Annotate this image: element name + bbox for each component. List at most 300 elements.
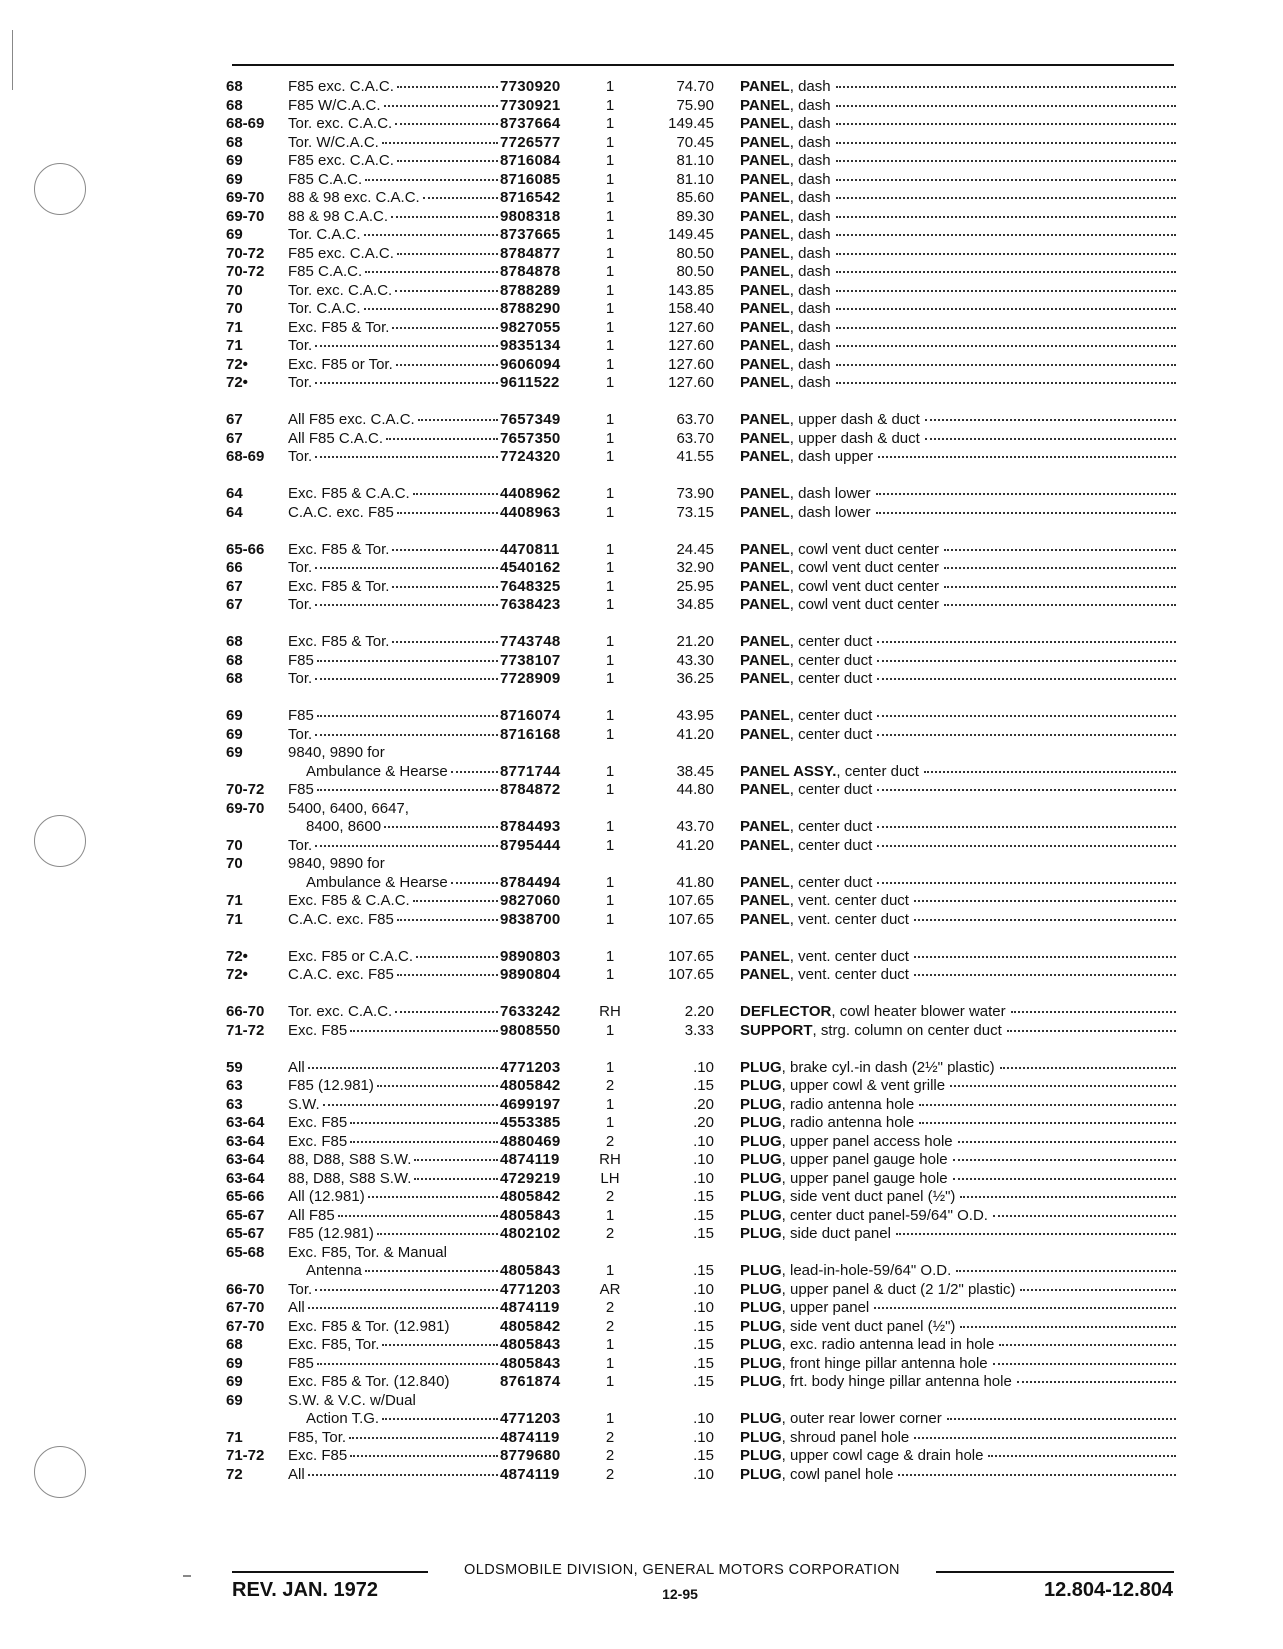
year-cell: 69-70 (226, 189, 265, 206)
model-cell (288, 559, 498, 578)
year-cell: 66-70 (226, 1280, 265, 1298)
description-name: PANEL (740, 411, 790, 428)
part-number-cell: 4729219 (500, 1169, 561, 1187)
model-text: C.A.C. exc. F85 (288, 503, 394, 521)
dot-leader (413, 493, 498, 495)
quantity-cell: AR (599, 1280, 621, 1298)
model-text: Tor. C.A.C. (288, 226, 361, 243)
model-cell (288, 1225, 498, 1244)
model-cell (288, 818, 498, 837)
model-text: Exc. F85 or Tor. (288, 355, 393, 373)
dot-leader (836, 142, 1176, 144)
part-number-cell: 4874119 (500, 1465, 560, 1483)
dot-leader (958, 1141, 1176, 1143)
table-row (0, 1447, 1283, 1466)
description-cell (740, 1188, 1176, 1207)
description-detail: , frt. body hinge pillar antenna hole (781, 1373, 1012, 1390)
description-name: PANEL (740, 115, 790, 132)
dot-leader (350, 1030, 498, 1032)
table-row (0, 504, 1283, 523)
description-cell (740, 337, 1176, 356)
model-text: Tor. (288, 1280, 313, 1298)
dot-leader (414, 1159, 498, 1161)
table-row (0, 781, 1283, 800)
description-detail: , vent. center duct (789, 892, 909, 909)
description-cell (740, 633, 1176, 652)
description-name: PANEL (740, 725, 790, 743)
quantity-cell: RH (599, 1151, 621, 1168)
model-cell (288, 1114, 498, 1133)
dot-leader (315, 734, 498, 736)
year-cell: 68 (226, 1336, 243, 1353)
model-cell (288, 374, 498, 393)
table-row (0, 300, 1283, 319)
quantity-cell: 1 (605, 1095, 615, 1113)
price-cell: 43.70 (676, 818, 714, 835)
price-cell: .15 (693, 1077, 714, 1094)
dot-leader (877, 641, 1176, 643)
description-name: PANEL (740, 429, 790, 447)
table-row (0, 948, 1283, 967)
year-cell: 68 (226, 96, 243, 114)
model-cell (288, 726, 498, 745)
description-name: PLUG (740, 1280, 782, 1298)
description-cell (740, 356, 1176, 375)
description-detail: , side vent duct panel (½") (781, 1317, 956, 1335)
description-detail: , radio antenna hole (781, 1095, 915, 1113)
price-cell: .10 (693, 1151, 714, 1168)
dot-leader (836, 105, 1176, 107)
model-text: 88, D88, S88 S.W. (288, 1169, 412, 1187)
model-cell (288, 337, 498, 356)
year-cell: 70-72 (226, 263, 265, 280)
dot-leader (364, 234, 498, 236)
part-number-cell: 8788290 (500, 300, 561, 317)
quantity-cell: 1 (605, 448, 615, 465)
model-cell (288, 837, 498, 856)
dot-leader (392, 327, 498, 329)
model-text: Tor. (288, 448, 313, 465)
dot-leader (414, 1178, 498, 1180)
model-text: C.A.C. exc. F85 (288, 966, 394, 983)
quantity-cell: 1 (605, 818, 615, 835)
price-cell: 107.65 (668, 966, 714, 983)
model-cell (288, 152, 498, 171)
year-cell: 69 (226, 744, 243, 761)
description-name: PLUG (740, 1077, 782, 1094)
description-name: PANEL (740, 559, 790, 576)
dot-leader (315, 456, 498, 458)
year-cell: 59 (226, 1058, 243, 1076)
dot-leader (876, 512, 1176, 514)
part-number-cell: 7743748 (500, 633, 561, 650)
dot-leader (877, 734, 1176, 736)
description-detail: , dash (789, 263, 831, 280)
year-cell: 69 (226, 707, 243, 724)
dot-leader (365, 271, 498, 273)
part-number-cell: 9827060 (500, 892, 561, 909)
table-row (0, 596, 1283, 615)
description-detail: , front hinge pillar antenna hole (781, 1354, 988, 1372)
description-detail: , dash (789, 318, 831, 336)
table-row (0, 337, 1283, 356)
dot-leader (836, 216, 1176, 218)
quantity-cell: 1 (605, 1410, 615, 1427)
model-cell (288, 189, 498, 208)
dot-leader (397, 512, 498, 514)
price-cell: 143.85 (668, 281, 714, 299)
year-cell: 63 (226, 1095, 243, 1113)
model-text: Exc. F85, Tor. (288, 1336, 380, 1353)
year-cell: 65-66 (226, 1188, 265, 1205)
description-detail: , dash (789, 152, 831, 169)
price-cell: 127.60 (668, 374, 714, 391)
model-cell (288, 652, 498, 671)
dot-leader (364, 308, 498, 310)
table-row (0, 559, 1283, 578)
dot-leader (1017, 1381, 1176, 1383)
description-name: PANEL (740, 651, 790, 669)
model-text: Tor. (288, 559, 313, 576)
dot-leader (914, 974, 1176, 976)
description-cell (740, 781, 1176, 800)
part-number-cell: 4771203 (500, 1410, 561, 1427)
dot-leader (308, 1307, 498, 1309)
description-detail: , upper panel access hole (781, 1132, 953, 1150)
description-cell (740, 485, 1176, 504)
quantity-cell: 1 (605, 170, 615, 188)
dot-leader (451, 882, 498, 884)
dot-leader (944, 549, 1176, 551)
table-row (0, 430, 1283, 449)
description-name: PANEL (740, 707, 790, 724)
dot-leader (836, 123, 1176, 125)
description-name: PLUG (740, 1447, 782, 1464)
quantity-cell: 2 (605, 1428, 615, 1446)
dot-leader (350, 1455, 498, 1457)
model-cell (288, 1003, 498, 1022)
description-cell (740, 1133, 1176, 1152)
year-cell: 70-72 (226, 781, 265, 798)
dot-leader (836, 290, 1176, 292)
part-number-cell: 7738107 (500, 651, 561, 669)
price-cell: 44.80 (676, 781, 714, 798)
model-text: 88 & 98 exc. C.A.C. (288, 189, 420, 206)
model-cell (288, 1410, 498, 1429)
year-cell: 65-67 (226, 1225, 265, 1242)
dot-leader (365, 1270, 498, 1272)
quantity-cell: 1 (605, 670, 615, 687)
quantity-cell: 1 (605, 226, 615, 243)
description-detail: , cowl vent duct center (789, 540, 939, 558)
model-cell (288, 781, 498, 800)
quantity-cell: 2 (605, 1077, 615, 1094)
part-number-cell: 7730921 (500, 96, 561, 114)
description-detail: , center duct (789, 633, 873, 650)
dot-leader (877, 789, 1176, 791)
description-detail: , center duct (789, 651, 873, 669)
year-cell: 64 (226, 485, 243, 502)
description-cell (740, 541, 1176, 560)
dot-leader (384, 826, 498, 828)
part-number-cell: 9808318 (500, 207, 561, 225)
quantity-cell: 1 (605, 1114, 615, 1131)
model-text: 88, D88, S88 S.W. (288, 1151, 412, 1168)
part-number-cell: 4699197 (500, 1095, 561, 1113)
price-cell: 81.10 (676, 152, 714, 169)
model-text: All (288, 1299, 305, 1316)
description-name: PANEL (740, 244, 790, 262)
description-name: PANEL ASSY. (740, 762, 837, 780)
dot-leader (365, 179, 498, 181)
dot-leader (896, 1233, 1176, 1235)
table-row (0, 1318, 1283, 1337)
description-name: PANEL (740, 152, 790, 169)
quantity-cell: 1 (605, 559, 615, 576)
table-row (0, 78, 1283, 97)
year-cell: 68 (226, 78, 243, 95)
description-name: PLUG (740, 1058, 782, 1076)
table-row (0, 1170, 1283, 1189)
price-cell: 41.20 (676, 725, 714, 743)
description-cell (740, 1096, 1176, 1115)
description-cell (740, 1003, 1176, 1022)
quantity-cell: 1 (605, 1354, 615, 1372)
price-cell: 89.30 (676, 207, 714, 225)
model-text: Exc. F85 (288, 1132, 348, 1150)
description-detail: , dash (789, 374, 831, 391)
dot-leader (877, 660, 1176, 662)
table-row (0, 356, 1283, 375)
description-name: PANEL (740, 337, 790, 354)
year-cell: 67-70 (226, 1299, 265, 1316)
quantity-cell: 1 (605, 244, 615, 262)
model-text: Tor. exc. C.A.C. (288, 281, 393, 299)
model-text: F85 (288, 651, 314, 669)
dot-leader (317, 660, 498, 662)
description-detail: , vent. center duct (789, 910, 909, 928)
part-number-cell: 4805843 (500, 1336, 561, 1353)
dot-leader (317, 789, 498, 791)
row-spacer (0, 467, 1283, 486)
part-number-cell: 7638423 (500, 596, 561, 613)
part-number-cell: 8716074 (500, 707, 561, 724)
price-cell: 63.70 (676, 411, 714, 428)
description-name: PANEL (740, 670, 790, 687)
price-cell: 63.70 (676, 429, 714, 447)
model-cell (288, 319, 498, 338)
model-cell (288, 1096, 498, 1115)
price-cell: 149.45 (668, 226, 714, 243)
model-text: All F85 exc. C.A.C. (288, 411, 415, 428)
table-row (0, 1059, 1283, 1078)
description-detail: , center duct panel-59/64" O.D. (781, 1206, 988, 1224)
description-name: PANEL (740, 781, 790, 798)
table-row (0, 707, 1283, 726)
price-cell: 149.45 (668, 115, 714, 132)
part-number-cell: 4805843 (500, 1262, 561, 1279)
year-cell: 66-70 (226, 1003, 265, 1020)
description-cell (740, 1373, 1176, 1392)
model-cell (288, 245, 498, 264)
quantity-cell: 2 (605, 1299, 615, 1316)
dot-leader (947, 1418, 1176, 1420)
table-row (0, 855, 1283, 874)
description-cell (740, 1299, 1176, 1318)
model-text: Exc. F85 & C.A.C. (288, 485, 410, 502)
year-cell: 63 (226, 1077, 243, 1094)
model-cell (288, 504, 498, 523)
model-cell (288, 633, 498, 652)
description-detail: , dash (789, 337, 831, 354)
description-cell (740, 911, 1176, 930)
dot-leader (877, 715, 1176, 717)
quantity-cell: 1 (605, 374, 615, 391)
quantity-cell: 1 (605, 1206, 615, 1224)
part-number-cell: 8784493 (500, 818, 561, 835)
table-row (0, 1114, 1283, 1133)
model-text: F85 C.A.C. (288, 170, 363, 188)
quantity-cell: 1 (605, 651, 615, 669)
year-cell: 68 (226, 670, 243, 687)
description-cell (740, 559, 1176, 578)
description-name: PANEL (740, 577, 790, 595)
model-cell (288, 485, 498, 504)
table-row (0, 1003, 1283, 1022)
model-text: Exc. F85 & Tor. (288, 540, 390, 558)
year-cell: 67 (226, 411, 243, 428)
dot-leader (914, 900, 1176, 902)
description-detail: , dash lower (789, 485, 871, 502)
model-cell (288, 707, 498, 726)
price-cell: .15 (693, 1262, 714, 1279)
part-number-cell: 4802102 (500, 1225, 561, 1242)
model-cell (288, 892, 498, 911)
model-text: F85 C.A.C. (288, 263, 363, 280)
table-row (0, 282, 1283, 301)
description-name: PANEL (740, 633, 790, 650)
price-cell: .10 (693, 1465, 714, 1483)
description-name: PANEL (740, 226, 790, 243)
model-cell (288, 1188, 498, 1207)
price-cell: .20 (693, 1114, 714, 1131)
model-cell (288, 1151, 498, 1170)
model-text: F85 exc. C.A.C. (288, 78, 394, 95)
year-cell: 65-67 (226, 1206, 265, 1224)
part-number-cell: 8795444 (500, 836, 561, 854)
table-row (0, 1466, 1283, 1485)
description-detail: , center duct (836, 762, 919, 780)
model-text: Tor. (288, 596, 313, 613)
price-cell: 43.95 (676, 707, 714, 724)
description-detail: , dash upper (789, 448, 874, 465)
description-name: PANEL (740, 540, 790, 558)
description-cell (740, 1262, 1176, 1281)
quantity-cell: 2 (605, 1225, 615, 1242)
dot-leader (384, 105, 498, 107)
model-cell (288, 300, 498, 319)
price-cell: 127.60 (668, 318, 714, 336)
top-rule (232, 64, 1174, 66)
year-cell: 63-64 (226, 1169, 265, 1187)
table-row (0, 374, 1283, 393)
quantity-cell: 1 (605, 281, 615, 299)
description-name: SUPPORT (740, 1021, 813, 1039)
model-cell (288, 1466, 498, 1485)
quantity-cell: 1 (605, 707, 615, 724)
description-name: PANEL (740, 374, 790, 391)
model-cell (288, 874, 498, 893)
description-cell (740, 1114, 1176, 1133)
price-cell: 43.30 (676, 651, 714, 669)
dot-leader (877, 678, 1176, 680)
model-text: Exc. F85 & Tor. (12.840) (288, 1373, 450, 1390)
model-text: All F85 C.A.C. (288, 429, 384, 447)
dot-leader (1020, 1289, 1176, 1291)
quantity-cell: 1 (605, 947, 615, 965)
dot-leader (392, 549, 498, 551)
part-number-cell: 8779680 (500, 1447, 561, 1464)
year-cell: 65-66 (226, 540, 265, 558)
quantity-cell: 1 (605, 503, 615, 521)
description-detail: , upper dash & duct (789, 411, 920, 428)
price-cell: 3.33 (684, 1021, 714, 1039)
model-text: Exc. F85, Tor. & Manual (288, 1243, 447, 1261)
dot-leader (395, 1011, 498, 1013)
dot-leader (391, 216, 498, 218)
part-number-cell: 8784877 (500, 244, 561, 262)
description-name: PANEL (740, 96, 790, 114)
dot-leader (898, 1474, 1176, 1476)
price-cell: 80.50 (676, 263, 714, 280)
model-text: Exc. F85 & Tor. (288, 577, 390, 595)
quantity-cell: 1 (605, 725, 615, 743)
year-cell: 70 (226, 855, 243, 872)
description-cell (740, 504, 1176, 523)
price-cell: 41.80 (676, 873, 714, 891)
model-cell (288, 1355, 498, 1374)
year-cell: 68-69 (226, 115, 265, 132)
model-cell (288, 282, 498, 301)
description-cell (740, 726, 1176, 745)
part-number-cell: 4880469 (500, 1132, 561, 1150)
part-number-cell: 4408962 (500, 485, 561, 502)
row-spacer (0, 1040, 1283, 1059)
quantity-cell: 1 (605, 1262, 615, 1279)
description-cell (740, 152, 1176, 171)
description-cell (740, 707, 1176, 726)
price-cell: 107.65 (668, 947, 714, 965)
model-text: Tor. (288, 836, 313, 854)
description-detail: , dash (789, 189, 831, 206)
parts-table (0, 78, 1283, 1484)
price-cell: .10 (693, 1132, 714, 1150)
model-cell (288, 578, 498, 597)
description-cell (740, 226, 1176, 245)
quantity-cell: 1 (605, 781, 615, 798)
description-name: PLUG (740, 1428, 782, 1446)
description-detail: , dash (789, 170, 831, 188)
quantity-cell: 1 (605, 207, 615, 225)
quantity-cell: 1 (605, 115, 615, 132)
quantity-cell: 1 (605, 263, 615, 280)
description-name: PLUG (740, 1095, 782, 1113)
dot-leader (315, 604, 498, 606)
dot-leader (877, 882, 1176, 884)
dot-leader (451, 771, 498, 773)
year-cell: 63-64 (226, 1132, 265, 1150)
description-cell (740, 578, 1176, 597)
